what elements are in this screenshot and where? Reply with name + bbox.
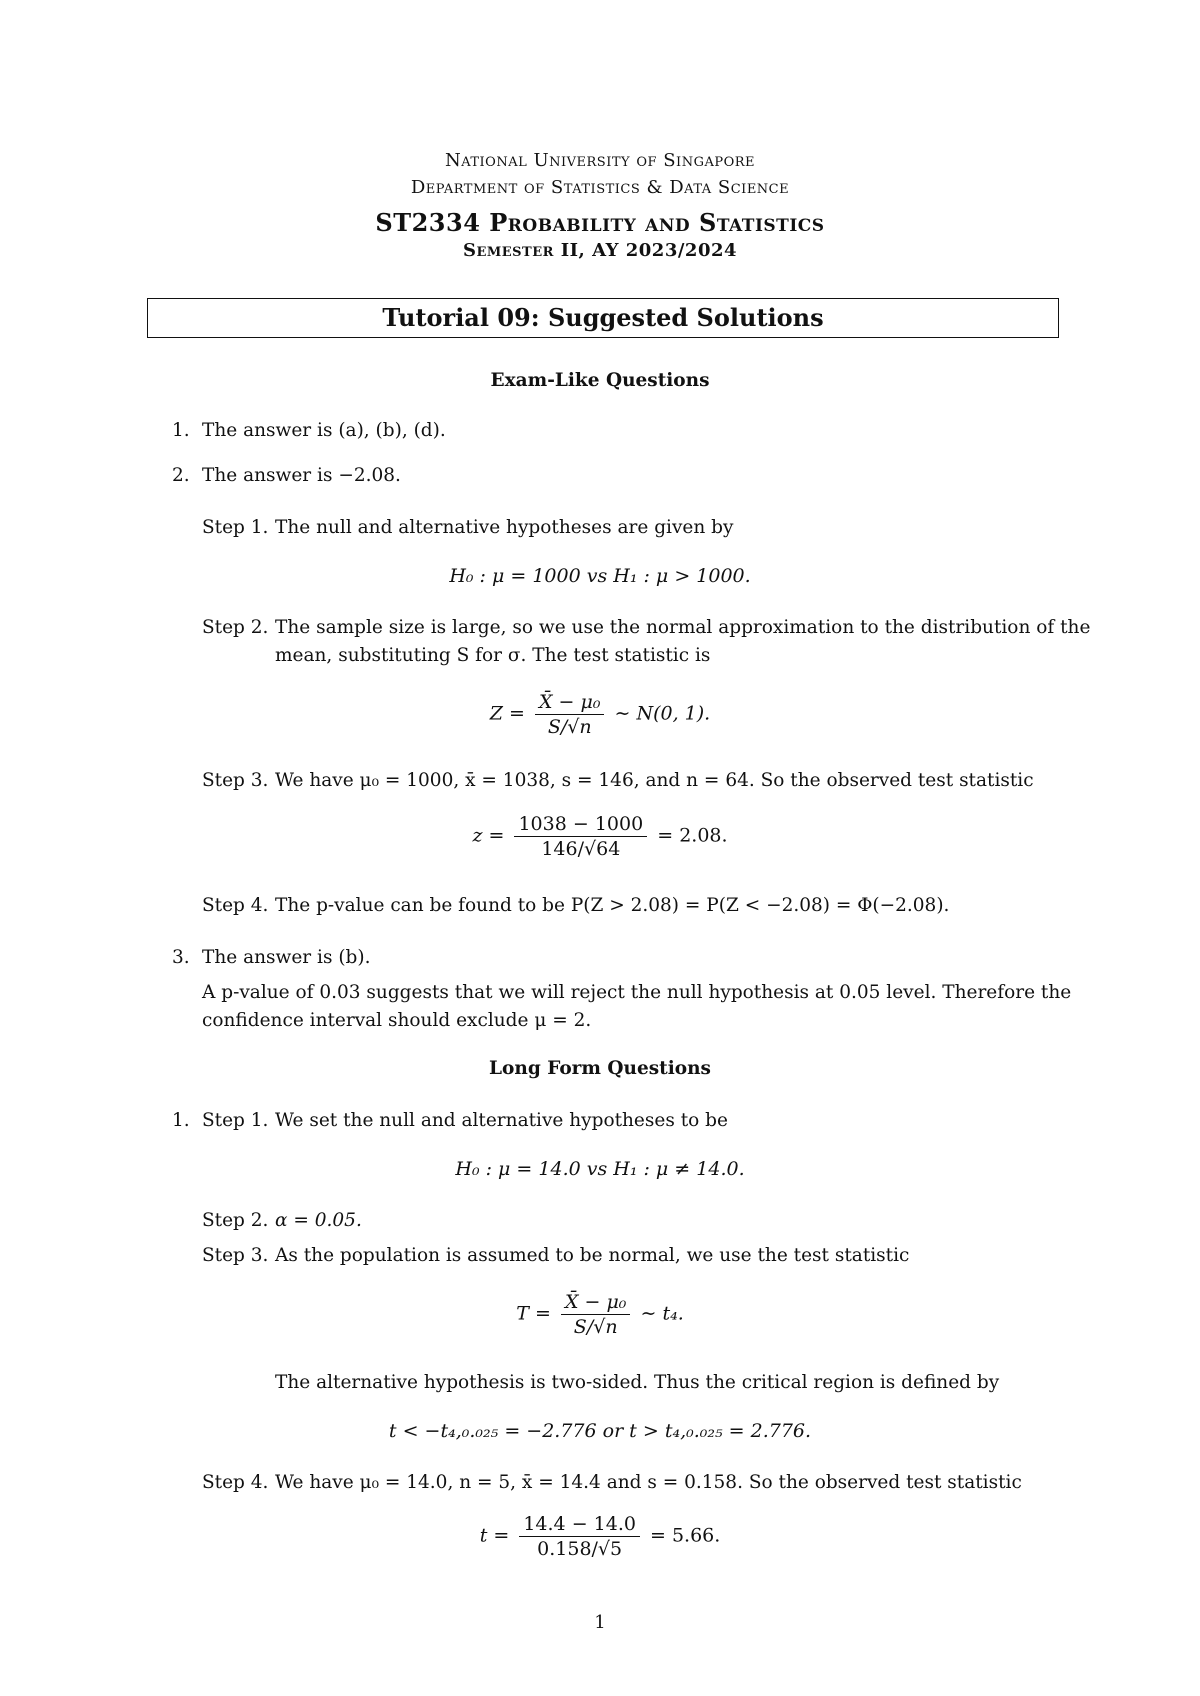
numerator: X̄ − μ₀ — [561, 1290, 631, 1315]
step-text: mean, substituting S for σ. The test statistic is — [275, 645, 711, 666]
denominator: S/√n — [547, 716, 592, 738]
step-label: Step 4. — [202, 1472, 269, 1493]
step-text: We have μ₀ = 1000, x̄ = 1038, s = 146, and n = 64. So the observed test statistic — [275, 770, 1034, 791]
step-text: The null and alternative hypotheses are given by — [275, 517, 734, 538]
eq-right: = 2.08. — [657, 824, 728, 847]
answer-text: The answer is (a), (b), (d). — [202, 420, 446, 441]
equation-critical-region: t < −t₄,₀.₀₂₅ = −2.776 or t > t₄,₀.₀₂₅ = 2.776. — [388, 1420, 812, 1442]
eq-left: t = — [479, 1524, 510, 1547]
step-text: We have μ₀ = 14.0, n = 5, x̄ = 14.4 and s = 0.158. So the observed test statistic — [275, 1472, 1022, 1493]
numerator: X̄ − μ₀ — [535, 690, 605, 715]
paragraph-line: A p-value of 0.03 suggests that we will reject the null hypothesis at 0.05 level. Therefore the — [202, 982, 1072, 1003]
fraction — [561, 1290, 631, 1339]
step-text: The sample size is large, so we use the normal approximation to the distribution of the — [275, 617, 1091, 638]
question-number: 1. — [172, 1110, 190, 1131]
section-heading-long-form: Long Form Questions — [489, 1058, 711, 1079]
denominator: 146/√64 — [541, 838, 621, 860]
step-text: We set the null and alternative hypotheses to be — [275, 1110, 728, 1131]
step-text: As the population is assumed to be normal, we use the test statistic — [275, 1245, 910, 1266]
equation-t-statistic — [0, 1290, 1200, 1339]
denominator: 0.158/√5 — [537, 1538, 623, 1560]
numerator: 1038 − 1000 — [514, 812, 647, 837]
step-text: α = 0.05. — [275, 1210, 362, 1231]
question-number: 1. — [172, 420, 190, 441]
fraction — [519, 1512, 640, 1561]
eq-right: ∼ N(0, 1). — [614, 702, 711, 725]
equation-hypotheses: H₀ : μ = 14.0 vs H₁ : μ ≠ 14.0. — [455, 1158, 745, 1180]
paragraph-line: confidence interval should exclude μ = 2. — [202, 1010, 592, 1031]
course-title: ST2334 Probability and Statistics — [375, 208, 825, 237]
step-label: Step 1. — [202, 1110, 269, 1131]
numerator: 14.4 − 14.0 — [519, 1512, 640, 1537]
eq-left: T = — [516, 1302, 551, 1325]
eq-left: Z = — [489, 702, 525, 725]
question-number: 2. — [172, 465, 190, 486]
denominator: S/√n — [573, 1316, 618, 1338]
equation-hypotheses: H₀ : μ = 1000 vs H₁ : μ > 1000. — [449, 565, 751, 587]
section-heading-exam-like: Exam-Like Questions — [490, 370, 710, 391]
paragraph-line: The alternative hypothesis is two-sided. Thus the critical region is defined by — [275, 1372, 1000, 1393]
fraction — [514, 812, 647, 861]
step-label: Step 4. — [202, 895, 269, 916]
step-label: Step 1. — [202, 517, 269, 538]
answer-text: The answer is −2.08. — [202, 465, 401, 486]
equation-observed-statistic — [0, 812, 1200, 861]
semester: Semester II, AY 2023/2024 — [462, 240, 738, 261]
document-title: Tutorial 09: Suggested Solutions — [147, 298, 1059, 338]
step-text: The p-value can be found to be P(Z > 2.08) = P(Z < −2.08) = Φ(−2.08). — [275, 895, 950, 916]
equation-observed-t — [0, 1512, 1200, 1561]
department-name: Department of Statistics & Data Science — [410, 177, 790, 198]
step-label: Step 2. — [202, 617, 269, 638]
step-label: Step 3. — [202, 770, 269, 791]
eq-left: z = — [472, 824, 505, 847]
step-label: Step 2. — [202, 1210, 269, 1231]
university-name: National University of Singapore — [444, 150, 756, 171]
answer-text: The answer is (b). — [202, 947, 371, 968]
fraction — [535, 690, 605, 739]
step-label: Step 3. — [202, 1245, 269, 1266]
equation-test-statistic — [0, 690, 1200, 739]
eq-right: ∼ t₄. — [640, 1302, 684, 1325]
question-number: 3. — [172, 947, 190, 968]
page-number: 1 — [594, 1612, 606, 1633]
eq-right: = 5.66. — [650, 1524, 721, 1547]
